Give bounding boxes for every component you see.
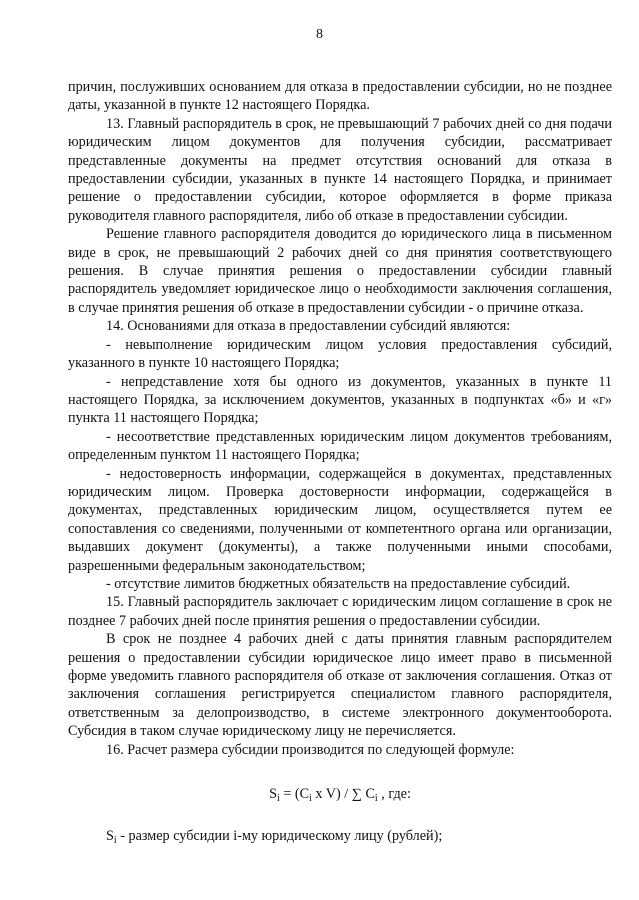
definition-si xyxy=(68,827,612,845)
formula-eq: = (C xyxy=(279,786,310,803)
list-item-documents-missing: - непредставление хотя бы одного из документов, указанных в пункте 11 настоящего Порядка, за исключением документов, указанных в подпунктах «б» и «г» пункта 11 настоящего Порядка; xyxy=(68,373,612,427)
paragraph-refusal: В срок не позднее 4 рабочих дней с даты принятия главным распорядителем решения о предоставлении субсидии юридическое лицо имеет право в письменной форме уведомить главного распорядителя об отказе от заключения соглашения. Отказ от заключения соглашения регистрируется специалистом главного распорядителя, ответственным за делопроизводство, в системе электронного документооборота. Субсидия в таком случае юридическому лицу не перечисляется. xyxy=(68,631,612,740)
list-item-documents-mismatch: - несоответствие представленных юридическим лицом документов требованиям, определенным пунктом 11 настоящего Порядка; xyxy=(68,428,612,464)
formula-s: S xyxy=(269,786,277,803)
definition-s-index: i xyxy=(113,835,117,847)
list-item-condition: - невыполнение юридическим лицом условия предоставления субсидий, указанного в пункте 10 настоящего Порядка; xyxy=(68,336,612,372)
paragraph-14: 14. Основаниями для отказа в предоставлении субсидий являются: xyxy=(106,318,511,335)
definition-s: S xyxy=(106,828,114,845)
paragraph-16: 16. Расчет размера субсидии производится по следующей формуле: xyxy=(106,741,515,758)
formula-where: , где: xyxy=(377,786,411,803)
paragraph-decision-notice: Решение главного распорядителя доводится до юридического лица в письменном виде в срок, не превышающий 2 рабочих дней со дня принятия соответствующего решения. В случае принятия решения о предоставлении субсидии главный распорядитель уведомляет юридическое лицо о необходимости заключения соглашения, в случае принятия решения об отказе в предоставлении субсидии - о причине отказа. xyxy=(68,226,612,316)
definition-text: - размер субсидии i-му юридическому лицу (рублей); xyxy=(116,828,443,845)
formula-s-index: i xyxy=(276,793,280,805)
formula-sum-index: i xyxy=(374,793,378,805)
subsidy-formula xyxy=(68,785,612,803)
paragraph-15: 15. Главный распорядитель заключает с юридическим лицом соглашение в срок не позднее 7 рабочих дней после принятия решения о предоставлении субсидии. xyxy=(68,594,612,629)
paragraph-13: 13. Главный распорядитель в срок, не превышающий 7 рабочих дней со дня подачи юридическим лицом документов для получения субсидии, рассматривает представленные документы на предмет отсутствия оснований для отказа в предоставлении субсидии, указанных в пункте 14 настоящего Порядка, и принимает решение о предоставлении субсидии, которое оформляется в форме приказа руководителя главного распорядителя, либо об отказе в предоставлении субсидии. xyxy=(68,115,612,224)
list-item-unreliable-info: - недостоверность информации, содержащейся в документах, представленных юридическим лицом. Проверка достоверности информации, содержащейся в документах, представленных юридическим лицом, осуществляется путем ее сопоставления со сведениями, полученными от компетентного органа или организации, выдавших документ (документы), а также полученными иными способами, разрешенными федеральным законодательством; xyxy=(68,465,612,574)
list-item-no-limits: - отсутствие лимитов бюджетных обязательств на предоставление субсидий. xyxy=(106,575,571,592)
paragraph-continuation: причин, послуживших основанием для отказа в предоставлении субсидии, но не позднее даты, указанной в пункте 12 настоящего Порядка. xyxy=(68,79,612,114)
formula-c-index: i xyxy=(309,793,312,805)
page-number: 8 xyxy=(316,27,323,42)
formula-rest: x V) / ∑ C xyxy=(311,786,375,803)
document-body xyxy=(68,78,612,846)
